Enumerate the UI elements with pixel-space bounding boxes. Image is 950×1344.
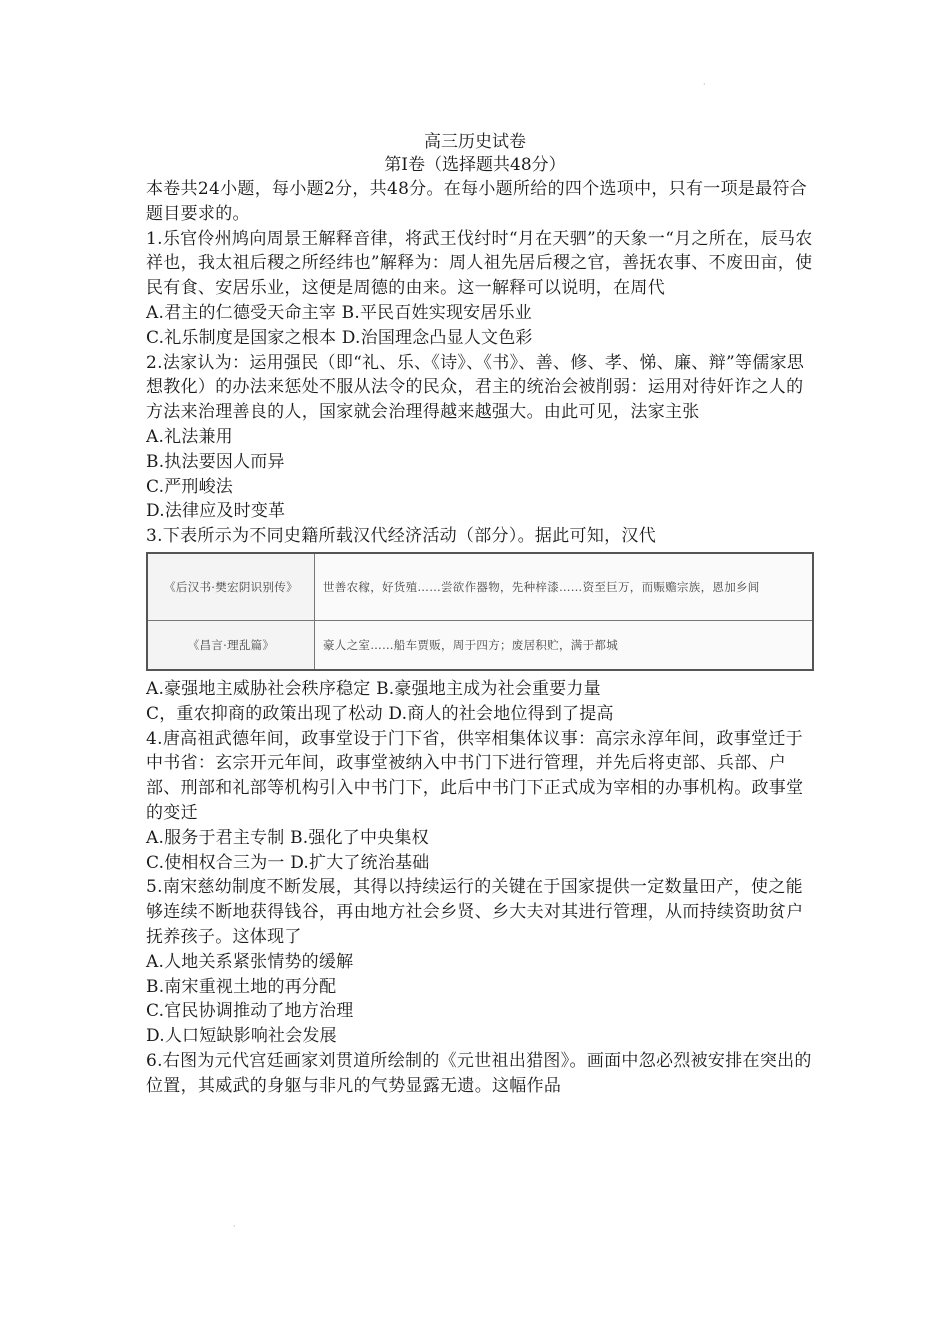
- table-row: [147, 620, 813, 670]
- exam-content: [146, 177, 816, 1099]
- question-3-stem: 3.下表所示为不同史籍所载汉代经济活动（部分）。据此可知，汉代: [146, 526, 657, 547]
- question-4-option-row: C.使相权合三为一 D.扩大了统治基础: [146, 852, 430, 873]
- question-3-option-row: A.豪强地主威胁社会秩序稳定 B.豪强地主成为社会重要力量: [146, 678, 601, 699]
- question-1-option-row: A.君主的仁德受天命主宰 B.平民百姓实现安居乐业: [146, 302, 532, 323]
- scan-speck: ·: [703, 80, 706, 89]
- question-5-option: D.人口短缺影响社会发展: [146, 1026, 337, 1047]
- question-3-option-row: C，重农抑商的政策出现了松动 D.商人的社会地位得到了提高: [146, 703, 614, 724]
- question-5-stem: 5.南宋慈幼制度不断发展，其得以持续运行的关键在于国家提供一定数量田产，使之能够连续不断地获得钱谷，再由地方社会乡贤、乡大夫对其进行管理，从而持续资助贫户抚养孩子。这体现了: [146, 877, 804, 947]
- table-source-cell: 《后汉书·樊宏阴识别传》: [147, 553, 315, 621]
- question-2-option: B.执法要因人而异: [146, 451, 285, 472]
- section-subtitle: 第Ⅰ卷（选择题共48分）: [384, 155, 566, 175]
- table-row: [147, 553, 813, 621]
- question-2-stem: 2.法家认为：运用强民（即“礼、乐、《诗》、《书》、善、修、孝、悌、廉、辩”等儒家思想教化）的办法来惩处不服从法令的民众，君主的统治会被削弱：运用对待奸诈之人的方法来治理善良的人，国家就会治理得越来越强大。由此可见，法家主张: [146, 352, 805, 423]
- question-2-option: D.法律应及时变革: [146, 501, 286, 522]
- question-4-stem: 4.唐高祖武德年间，政事堂设于门下省，供宰相集体议事：高宗永淳年间，政事堂迁于中书省：玄宗开元年间，政事堂被纳入中书门下进行管理，并先后将吏部、兵部、户部、刑部和礼部等机构引入中书门下，此后中书门下正式成为宰相的办事机构。政事堂的变迁: [146, 728, 804, 823]
- table-text-cell: 世善农稼，好货殖……尝欲作器物，先种梓漆……资至巨万，而赈赡宗族，恩加乡闾: [315, 553, 814, 621]
- question-6-stem: 6.右图为元代宫廷画家刘贯道所绘制的《元世祖出猎图》。画面中忽必烈被安排在突出的位置，其威武的身躯与非凡的气势显露无遗。这幅作品: [146, 1050, 812, 1096]
- question-5-option: B.南宋重视土地的再分配: [146, 976, 337, 997]
- table-text-cell: 豪人之室……船车贾贩，周于四方；废居积贮，满于都城: [315, 620, 814, 670]
- question-2-option: C.严刑峻法: [146, 476, 234, 497]
- question-1-stem: 1.乐官伶州鸠向周景王解释音律，将武王伐纣时“月在天驷”的天象一“月之所在，辰马农祥也，我太祖后稷之所经纬也”解释为：周人祖先居后稷之官，善抚农事、不废田亩，使民有食、安居乐业，这便是周德的由来。这一解释可以说明，在周代: [146, 228, 813, 299]
- question-1-option-row: C.礼乐制度是国家之根本 D.治国理念凸显人文色彩: [146, 327, 533, 348]
- source-table: [146, 552, 814, 671]
- question-2-option: A.礼法兼用: [146, 426, 233, 447]
- page-title: 高三历史试卷: [424, 132, 526, 152]
- question-5-option: C.官民协调推动了地方治理: [146, 1001, 354, 1022]
- question-5-option: A.人地关系紧张情势的缓解: [146, 951, 354, 972]
- table-source-cell: 《昌言·理乱篇》: [147, 620, 315, 670]
- instructions: 本卷共24小题，每小题2分，共48分。在每小题所给的四个选项中，只有一项是最符合题目要求的。: [146, 179, 808, 224]
- scan-speck: ·: [233, 1222, 236, 1231]
- question-4-option-row: A.服务于君主专制 B.强化了中央集权: [146, 827, 429, 848]
